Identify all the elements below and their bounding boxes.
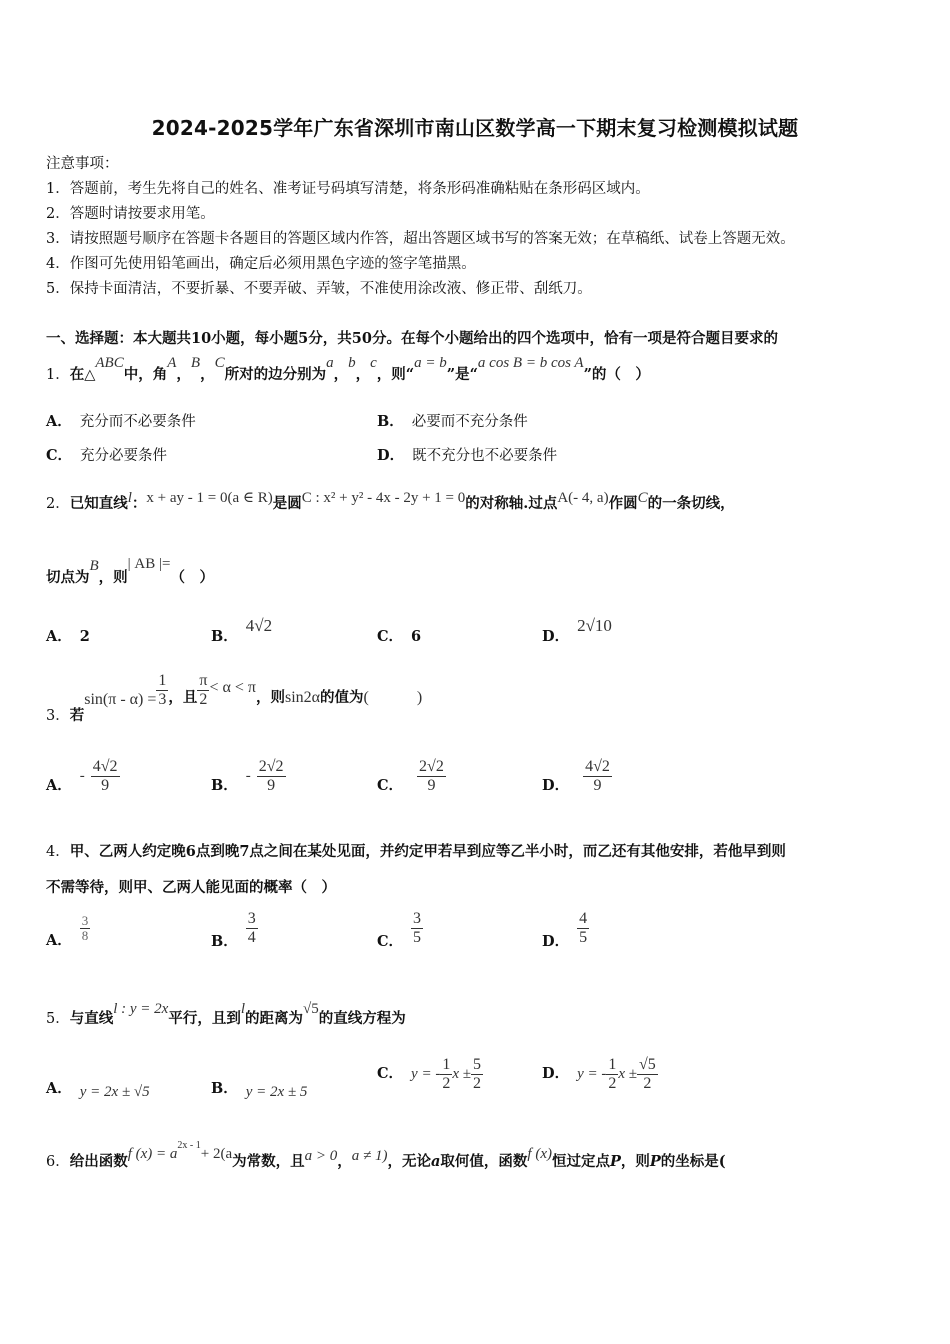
- question-number: 1．: [46, 367, 70, 383]
- option-b: B． $\frac{3}{4}$: [211, 910, 256, 951]
- option-d: D．2√10: [542, 616, 612, 645]
- page-title: 2024-2025学年广东省深圳市南山区数学高一下期末复习检测模拟试题: [151, 116, 799, 140]
- question-number: 5．: [46, 1011, 70, 1027]
- question-5: 5．与直线l : y = 2x平行，且到l的距离为√5的直线方程为: [46, 1001, 406, 1027]
- question-number: 4．: [46, 844, 70, 860]
- option-c: C． $\frac{2√2}{9}$: [377, 758, 444, 795]
- option-b: B．- $\frac{2√2}{9}$: [211, 758, 284, 795]
- option-c: C． 6: [377, 628, 422, 645]
- question-2-cont: 切点为B，则| AB |=（ ）: [46, 556, 214, 586]
- option-a: A． 2: [46, 628, 90, 645]
- option-b: B． 必要而不充分条件: [377, 413, 528, 430]
- question-number: 3．: [46, 708, 70, 725]
- option-a: A． $\frac{3}{8}$: [46, 913, 89, 949]
- option-b: B．4√2: [211, 616, 273, 645]
- option-d: D． y = - $\frac{1}{2}$ x ± $\frac{√5}{2}$: [542, 1056, 656, 1092]
- option-d: D． 既不充分也不必要条件: [377, 447, 558, 464]
- note-item: 1．答题前，考生先将自己的姓名、准考证号码填写清楚，将条形码准确粘贴在条形码区域内。: [46, 181, 650, 197]
- math: ABC: [95, 355, 124, 371]
- option-c: C． 充分必要条件: [46, 447, 168, 464]
- notes-heading: 注意事项：: [46, 156, 119, 172]
- option-c: C． $\frac{3}{5}$: [377, 910, 422, 951]
- option-a: A．- $\frac{4√2}{9}$: [46, 758, 118, 795]
- option-a: A． 充分而不必要条件: [46, 413, 196, 430]
- note-item: 3．请按照题号顺序在答题卡各题目的答题区域内作答，超出答题区域书写的答案无效；在草稿纸、试卷上答题无效。: [46, 231, 795, 247]
- option-c: C． y = - $\frac{1}{2}$ x ± $\frac{5}{2}$: [377, 1056, 481, 1092]
- question-6: 6．给出函数f $(x) = a^{2x - 1}+ 2(a$为常数，且a > 0，a ≠ 1)，无论a取何值，函数f (x)恒过定点P，则P的坐标是(: [46, 1140, 726, 1170]
- note-item: 2．答题时请按要求用笔。: [46, 206, 215, 222]
- section-heading: 一、选择题：本大题共10小题，每小题5分，共50分。在每个小题给出的四个选项中，恰有一项是符合题目要求的: [46, 330, 778, 347]
- option-d: D． $\frac{4√2}{9}$: [542, 758, 610, 795]
- question-number: 2．: [46, 496, 70, 512]
- option-a: A． y = 2x ± √5: [46, 1080, 150, 1100]
- fraction: $\frac{\pi}{2}$: [199, 672, 208, 708]
- question-4: 4．甲、乙两人约定晚6点到晚7点之间在某处见面，并约定甲若早到应等乙半小时，而乙还有其他安排，若他早到则: [46, 843, 786, 860]
- question-3: 3．若sin(π - α) = $\frac{1}{3}$ ，且 $\frac{\pi}{2}$ < α < π，则sin2α的值为( ): [46, 672, 423, 725]
- option-b: B． y = 2x ± 5: [211, 1080, 308, 1100]
- question-1: 1．在△ABC中，角A，B，C所对的边分别为a，b，c，则“a = b”是“a cos B = b cos A”的（ ）: [46, 355, 650, 383]
- option-d: D． $\frac{4}{5}$: [542, 910, 588, 951]
- question-number: 6．: [46, 1154, 70, 1170]
- note-item: 5．保持卡面清洁，不要折暴、不要弄破、弄皱，不准使用涂改液、修正带、刮纸刀。: [46, 281, 592, 297]
- note-item: 4．作图可先使用铅笔画出，确定后必须用黑色字迹的签字笔描黑。: [46, 256, 476, 272]
- fraction: $\frac{1}{3}$: [158, 672, 167, 708]
- question-4-cont: 不需等待，则甲、乙两人能见面的概率（ ）: [46, 879, 336, 896]
- question-2: 2．已知直线l：x + ay - 1 = 0(a ∈ R)是圆C : x² + y² - 4x - 2y + 1 = 0的对称轴.过点A(- 4, a)作圆C的一条切线，: [46, 490, 735, 512]
